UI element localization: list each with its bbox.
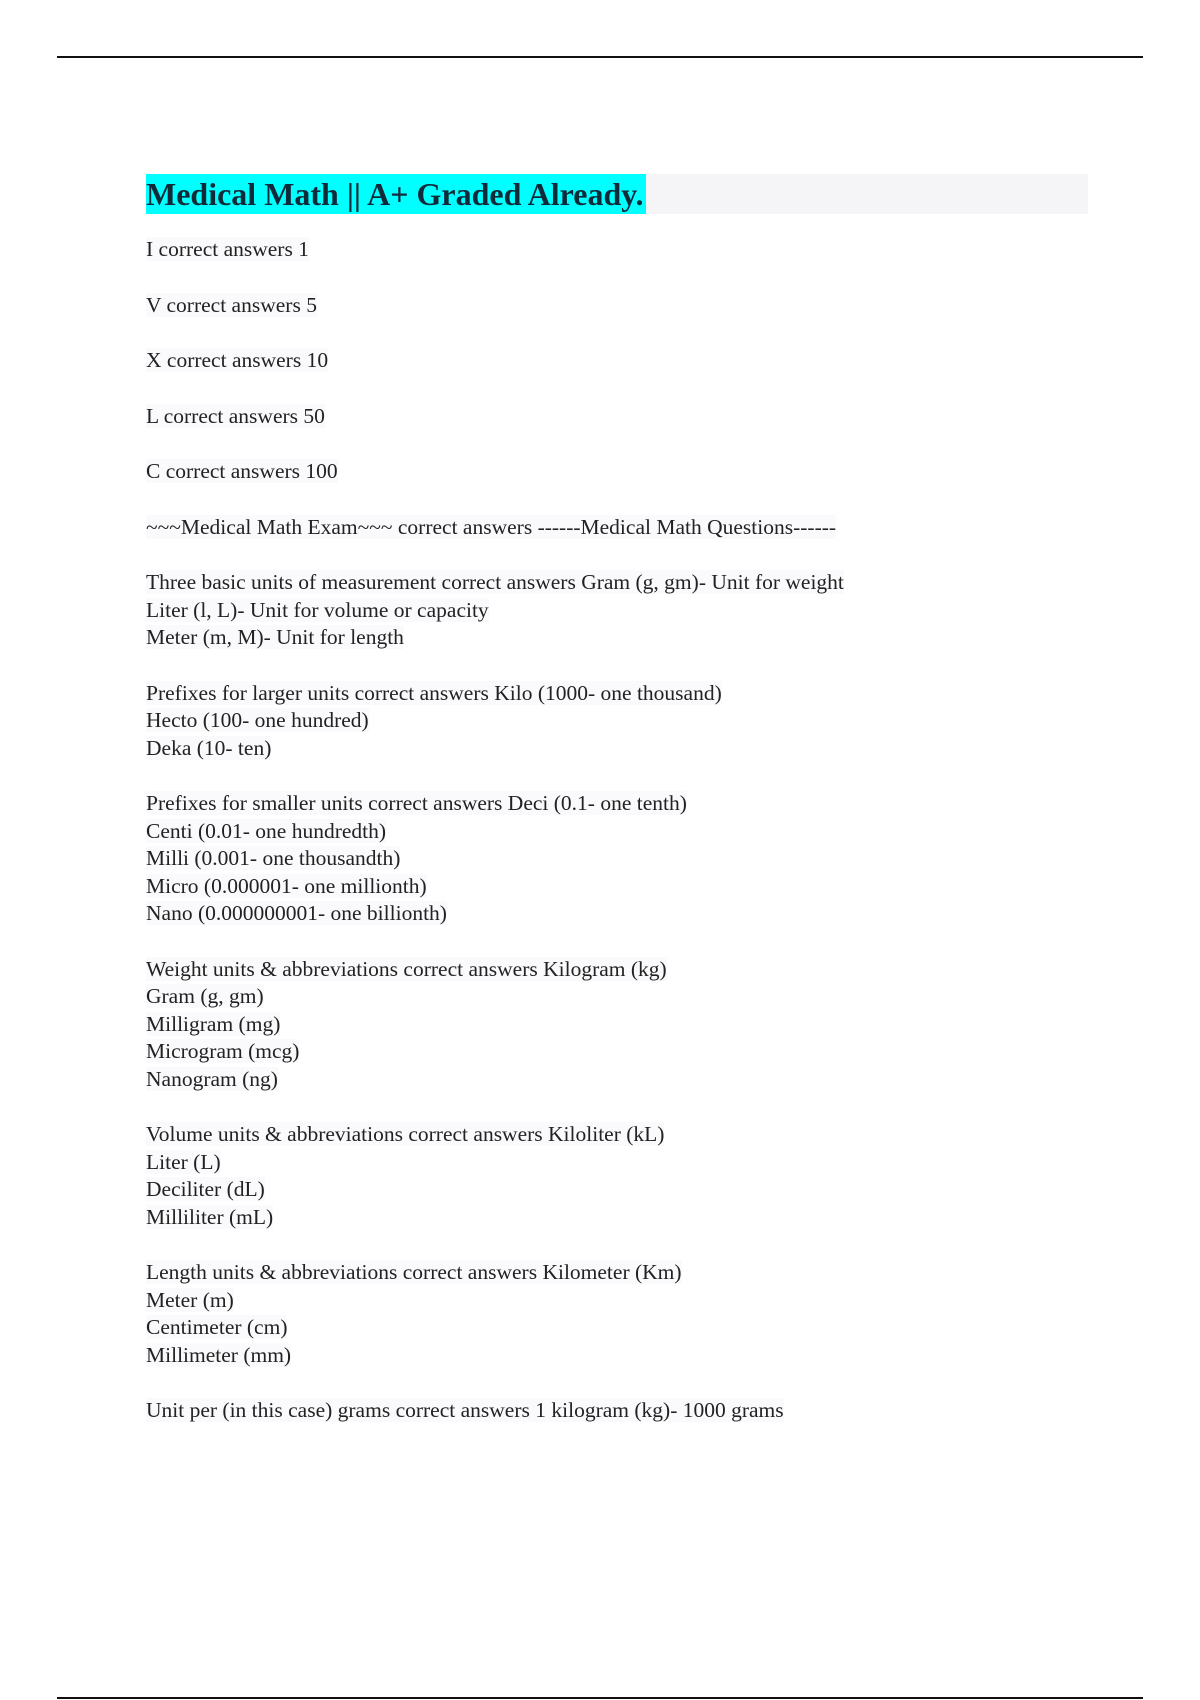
- qa-entry-text: Centi (0.01- one hundredth): [146, 818, 387, 843]
- qa-entry: [146, 680, 1088, 763]
- qa-entry-line: [146, 236, 1088, 264]
- qa-entry-line: [146, 1176, 1088, 1204]
- qa-entry-text: Liter (L): [146, 1149, 221, 1174]
- qa-entry-line: [146, 1314, 1088, 1342]
- qa-entry: [146, 1397, 1088, 1425]
- qa-entry-text: Gram (g, gm): [146, 984, 264, 1008]
- qa-entry-line: [146, 1342, 1088, 1370]
- qa-entry-line: [146, 458, 1088, 486]
- qa-entry-line: [146, 1038, 1088, 1066]
- qa-entry-line: [146, 1259, 1088, 1287]
- qa-entry-text: I correct answers 1: [146, 237, 309, 261]
- qa-entry-text: X correct answers 10: [146, 348, 329, 372]
- qa-entry-text: Weight units & abbreviations correct answers Kilogram (kg): [146, 956, 667, 981]
- qa-entry-line: [146, 597, 1088, 625]
- qa-entry-text: Centimeter (cm): [146, 1315, 288, 1339]
- document-title: Medical Math || A+ Graded Already.: [146, 176, 644, 212]
- qa-entry-line: [146, 900, 1088, 928]
- qa-entry-text: Prefixes for smaller units correct answers Deci (0.1- one tenth): [146, 791, 687, 815]
- qa-entry: [146, 569, 1088, 652]
- qa-entry: [146, 1259, 1088, 1369]
- qa-entry: [146, 292, 1088, 320]
- qa-entry-line: [146, 956, 1088, 984]
- qa-entry: [146, 514, 1088, 542]
- qa-entry: [146, 956, 1088, 1094]
- qa-entry: [146, 790, 1088, 928]
- qa-entry-line: [146, 790, 1088, 818]
- qa-entry-line: [146, 292, 1088, 320]
- qa-entry: [146, 458, 1088, 486]
- qa-entry: [146, 236, 1088, 264]
- qa-entry-line: [146, 818, 1088, 846]
- qa-entry-line: [146, 1397, 1088, 1425]
- qa-entry-text: Microgram (mcg): [146, 1039, 300, 1063]
- qa-entry-line: [146, 347, 1088, 375]
- qa-entry-line: [146, 624, 1088, 652]
- qa-entry-line: [146, 873, 1088, 901]
- qa-entry-text: V correct answers 5: [146, 292, 317, 317]
- qa-entry-line: [146, 1066, 1088, 1094]
- qa-entry-text: Prefixes for larger units correct answers Kilo (1000- one thousand): [146, 680, 722, 705]
- qa-entry-text: Hecto (100- one hundred): [146, 708, 369, 732]
- qa-entry-text: Milligram (mg): [146, 1011, 281, 1036]
- qa-entry-text: Three basic units of measurement correct answers Gram (g, gm)- Unit for weight: [146, 570, 844, 594]
- qa-entry-line: [146, 514, 1088, 542]
- qa-entry-text: Nanogram (ng): [146, 1066, 278, 1091]
- qa-entry-text: Meter (m): [146, 1287, 234, 1312]
- title-band: [146, 174, 1088, 214]
- qa-entry-line: [146, 1011, 1088, 1039]
- footer-rule: [57, 1697, 1143, 1699]
- qa-entry-line: [146, 707, 1088, 735]
- qa-entry-text: L correct answers 50: [146, 403, 325, 428]
- qa-entry-text: Meter (m, M)- Unit for length: [146, 625, 404, 649]
- document-body: [146, 174, 1088, 1453]
- qa-entry-line: [146, 845, 1088, 873]
- qa-entry-line: [146, 735, 1088, 763]
- qa-entry-text: Unit per (in this case) grams correct answers 1 kilogram (kg)- 1000 grams: [146, 1398, 784, 1422]
- qa-entry-text: C correct answers 100: [146, 459, 338, 483]
- qa-entry-line: [146, 403, 1088, 431]
- qa-entry-line: [146, 1149, 1088, 1177]
- qa-entry-text: Milliliter (mL): [146, 1204, 274, 1229]
- qa-entry: [146, 347, 1088, 375]
- qa-entry-text: Deciliter (dL): [146, 1177, 265, 1201]
- qa-entry-line: [146, 680, 1088, 708]
- qa-entry-list: [146, 236, 1088, 1425]
- qa-entry: [146, 1121, 1088, 1231]
- qa-entry-text: Deka (10- ten): [146, 735, 272, 760]
- header-rule: [57, 56, 1143, 58]
- qa-entry-text: Volume units & abbreviations correct answers Kiloliter (kL): [146, 1122, 665, 1146]
- qa-entry-line: [146, 983, 1088, 1011]
- qa-entry-text: Millimeter (mm): [146, 1342, 292, 1367]
- qa-entry-line: [146, 1287, 1088, 1315]
- qa-entry-text: Liter (l, L)- Unit for volume or capacity: [146, 597, 489, 622]
- qa-entry: [146, 403, 1088, 431]
- qa-entry-line: [146, 1121, 1088, 1149]
- qa-entry-text: Micro (0.000001- one millionth): [146, 873, 427, 898]
- qa-entry-line: [146, 1204, 1088, 1232]
- qa-entry-text: Length units & abbreviations correct answers Kilometer (Km): [146, 1260, 682, 1284]
- qa-entry-line: [146, 569, 1088, 597]
- qa-entry-text: Nano (0.000000001- one billionth): [146, 901, 447, 925]
- qa-entry-text: Milli (0.001- one thousandth): [146, 846, 401, 870]
- qa-entry-text: ~~~Medical Math Exam~~~ correct answers ------Medical Math Questions------: [146, 514, 837, 539]
